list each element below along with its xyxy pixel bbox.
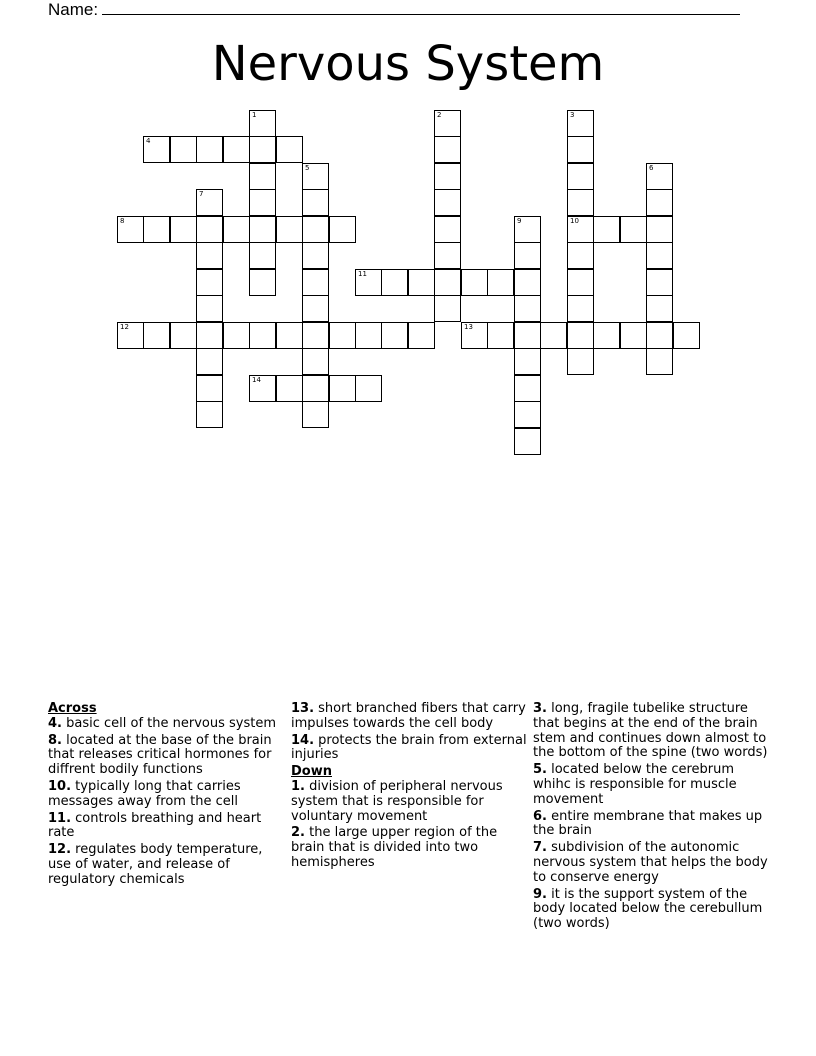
crossword-cell[interactable] xyxy=(196,136,223,163)
clues-column-1 xyxy=(48,702,284,890)
crossword-cell[interactable] xyxy=(196,216,223,243)
crossword-cell[interactable] xyxy=(434,269,461,296)
crossword-cell[interactable] xyxy=(567,295,594,322)
crossword-cell[interactable] xyxy=(514,348,541,375)
crossword-cell[interactable] xyxy=(196,269,223,296)
crossword-cell[interactable] xyxy=(302,242,329,269)
crossword-cell[interactable] xyxy=(381,269,408,296)
crossword-cell[interactable] xyxy=(514,428,541,455)
clue-number: 2. xyxy=(291,825,305,841)
crossword-cell[interactable] xyxy=(487,322,514,349)
clues-column-3 xyxy=(533,702,769,934)
crossword-cell[interactable] xyxy=(540,322,567,349)
clue-number: 4. xyxy=(48,715,62,731)
crossword-cell[interactable] xyxy=(514,401,541,428)
crossword-cell[interactable] xyxy=(302,375,329,402)
crossword-cell[interactable] xyxy=(593,322,620,349)
crossword-cell[interactable] xyxy=(196,189,223,216)
crossword-cell[interactable] xyxy=(567,110,594,137)
clue-item xyxy=(533,810,769,840)
crossword-cell[interactable] xyxy=(567,242,594,269)
crossword-cell[interactable] xyxy=(143,322,170,349)
crossword-cell[interactable] xyxy=(434,163,461,190)
crossword-cell[interactable] xyxy=(302,348,329,375)
crossword-cell[interactable] xyxy=(567,163,594,190)
crossword-cell[interactable] xyxy=(620,322,647,349)
crossword-cell[interactable] xyxy=(249,110,276,137)
crossword-cell[interactable] xyxy=(249,375,276,402)
crossword-cell[interactable] xyxy=(355,375,382,402)
crossword-cell[interactable] xyxy=(276,375,303,402)
clue-text: subdivision of the autonomic nervous system that helps the body to conserve energy xyxy=(533,840,768,885)
crossword-cell[interactable] xyxy=(381,322,408,349)
name-label: Name: xyxy=(48,0,99,19)
crossword-cell[interactable] xyxy=(117,216,144,243)
crossword-cell[interactable] xyxy=(646,163,673,190)
crossword-cell[interactable] xyxy=(302,216,329,243)
cell-number: 14 xyxy=(252,376,261,384)
crossword-cell[interactable] xyxy=(434,189,461,216)
clue-number: 3. xyxy=(533,701,547,716)
clue-number: 14. xyxy=(291,732,315,748)
crossword-cell[interactable] xyxy=(249,163,276,190)
clue-text: entire membrane that makes up the brain xyxy=(533,808,763,839)
crossword-cell[interactable] xyxy=(620,216,647,243)
crossword-cell[interactable] xyxy=(196,295,223,322)
clue-text: located at the base of the brain that releases critical hormones for diffrent bodily functions xyxy=(48,732,272,778)
clue-text: the large upper region of the brain that is divided into two hemispheres xyxy=(291,825,498,870)
crossword-cell[interactable] xyxy=(567,322,594,349)
cell-number: 13 xyxy=(464,323,473,331)
crossword-cell[interactable] xyxy=(646,295,673,322)
cell-number: 12 xyxy=(120,323,129,331)
cell-number: 4 xyxy=(146,137,151,145)
clue-item xyxy=(48,843,284,887)
crossword-cell[interactable] xyxy=(408,269,435,296)
crossword-cell[interactable] xyxy=(461,269,488,296)
clue-text: located below the cerebrum whihc is responsible for muscle movement xyxy=(533,762,737,807)
clue-item xyxy=(291,826,527,870)
crossword-cell[interactable] xyxy=(487,269,514,296)
crossword-cell[interactable] xyxy=(249,189,276,216)
across-heading: Across xyxy=(48,701,97,716)
crossword-cell[interactable] xyxy=(223,136,250,163)
crossword-cell[interactable] xyxy=(302,401,329,428)
crossword-cell[interactable] xyxy=(276,216,303,243)
crossword-cell[interactable] xyxy=(514,375,541,402)
cell-number: 9 xyxy=(517,217,522,225)
clue-number: 8. xyxy=(48,732,62,748)
crossword-cell[interactable] xyxy=(196,375,223,402)
crossword-cell[interactable] xyxy=(646,189,673,216)
clue-item xyxy=(48,780,284,810)
crossword-cell[interactable] xyxy=(514,295,541,322)
clue-item xyxy=(533,888,769,932)
crossword-cell[interactable] xyxy=(593,216,620,243)
crossword-cell[interactable] xyxy=(434,110,461,137)
clue-item xyxy=(48,812,284,842)
crossword-cell[interactable] xyxy=(302,189,329,216)
crossword-cell[interactable] xyxy=(567,136,594,163)
crossword-cell[interactable] xyxy=(249,242,276,269)
crossword-cell[interactable] xyxy=(355,322,382,349)
cell-number: 1 xyxy=(252,111,257,119)
clue-item xyxy=(533,763,769,807)
clue-number: 11. xyxy=(48,810,72,826)
clue-item xyxy=(291,702,527,732)
crossword-cell[interactable] xyxy=(567,269,594,296)
crossword-cell[interactable] xyxy=(646,269,673,296)
clue-number: 5. xyxy=(533,762,547,778)
name-field[interactable] xyxy=(48,0,740,20)
crossword-cell[interactable] xyxy=(170,216,197,243)
crossword-cell[interactable] xyxy=(646,348,673,375)
crossword-cell[interactable] xyxy=(567,348,594,375)
crossword-cell[interactable] xyxy=(408,322,435,349)
cell-number: 6 xyxy=(649,164,654,172)
cell-number: 10 xyxy=(570,217,579,225)
crossword-cell[interactable] xyxy=(434,216,461,243)
clue-number: 6. xyxy=(533,808,547,824)
clue-number: 10. xyxy=(48,778,72,794)
clue-item xyxy=(48,734,284,778)
crossword-cell[interactable] xyxy=(276,136,303,163)
page-title: Nervous System xyxy=(211,36,605,92)
crossword-cell[interactable] xyxy=(329,375,356,402)
crossword-cell[interactable] xyxy=(302,295,329,322)
crossword-cell[interactable] xyxy=(249,269,276,296)
clue-text: controls breathing and heart rate xyxy=(48,810,262,841)
crossword-cell[interactable] xyxy=(223,216,250,243)
crossword-cell[interactable] xyxy=(196,348,223,375)
cell-number: 3 xyxy=(570,111,575,119)
crossword-cell[interactable] xyxy=(434,242,461,269)
clue-text: typically long that carries messages away from the cell xyxy=(48,778,241,809)
crossword-cell[interactable] xyxy=(196,322,223,349)
clues-column-2 xyxy=(291,702,527,873)
clue-text: long, fragile tubelike structure that begins at the end of the brain stem and continues down almost to the bottom of the spine (two words) xyxy=(533,701,768,761)
crossword-cell[interactable] xyxy=(223,322,250,349)
clue-text: it is the support system of the body located below the cerebullum (two words) xyxy=(533,886,763,932)
crossword-cell[interactable] xyxy=(567,216,594,243)
crossword-cell[interactable] xyxy=(514,322,541,349)
crossword-cell[interactable] xyxy=(434,136,461,163)
clue-number: 1. xyxy=(291,778,305,794)
name-underline[interactable] xyxy=(102,0,740,15)
crossword-cell[interactable] xyxy=(302,322,329,349)
crossword-cell[interactable] xyxy=(646,242,673,269)
cell-number: 8 xyxy=(120,217,125,225)
cell-number: 2 xyxy=(437,111,442,119)
crossword-cell[interactable] xyxy=(249,136,276,163)
crossword-cell[interactable] xyxy=(673,322,700,349)
crossword-cell[interactable] xyxy=(143,216,170,243)
crossword-cell[interactable] xyxy=(196,401,223,428)
clue-number: 7. xyxy=(533,840,547,856)
clue-text: basic cell of the nervous system xyxy=(61,715,277,731)
crossword-cell[interactable] xyxy=(170,322,197,349)
clue-text: protects the brain from external injuries xyxy=(291,732,527,763)
crossword-cell[interactable] xyxy=(170,136,197,163)
clue-text: division of peripheral nervous system that is responsible for voluntary movement xyxy=(291,778,503,824)
clue-item xyxy=(533,702,769,761)
crossword-cell[interactable] xyxy=(646,322,673,349)
crossword-cell[interactable] xyxy=(646,216,673,243)
crossword-cell[interactable] xyxy=(567,189,594,216)
clue-text: short branched fibers that carry impulses towards the cell body xyxy=(291,701,526,731)
clue-number: 12. xyxy=(48,842,72,858)
cell-number: 5 xyxy=(305,164,310,172)
cell-number: 7 xyxy=(199,190,204,198)
cell-number: 11 xyxy=(358,270,367,278)
crossword-cell[interactable] xyxy=(434,295,461,322)
crossword-cell[interactable] xyxy=(329,322,356,349)
clue-item xyxy=(48,717,284,732)
crossword-cell[interactable] xyxy=(514,216,541,243)
crossword-cell[interactable] xyxy=(514,269,541,296)
crossword-cell[interactable] xyxy=(329,216,356,243)
crossword-cell[interactable] xyxy=(276,322,303,349)
down-heading: Down xyxy=(291,764,332,780)
crossword-cell[interactable] xyxy=(355,269,382,296)
clue-text: regulates body temperature, use of water, and release of regulatory chemicals xyxy=(48,842,263,887)
clue-item xyxy=(291,734,527,764)
clue-number: 13. xyxy=(291,701,315,716)
clue-item xyxy=(533,841,769,885)
crossword-cell[interactable] xyxy=(196,242,223,269)
crossword-cell[interactable] xyxy=(302,269,329,296)
crossword-cell[interactable] xyxy=(249,322,276,349)
crossword-cell[interactable] xyxy=(514,242,541,269)
crossword-cell[interactable] xyxy=(461,322,488,349)
crossword-cell[interactable] xyxy=(117,322,144,349)
crossword-cell[interactable] xyxy=(143,136,170,163)
crossword-cell[interactable] xyxy=(249,216,276,243)
crossword-cell[interactable] xyxy=(302,163,329,190)
clue-item xyxy=(291,780,527,824)
clue-number: 9. xyxy=(533,886,547,902)
